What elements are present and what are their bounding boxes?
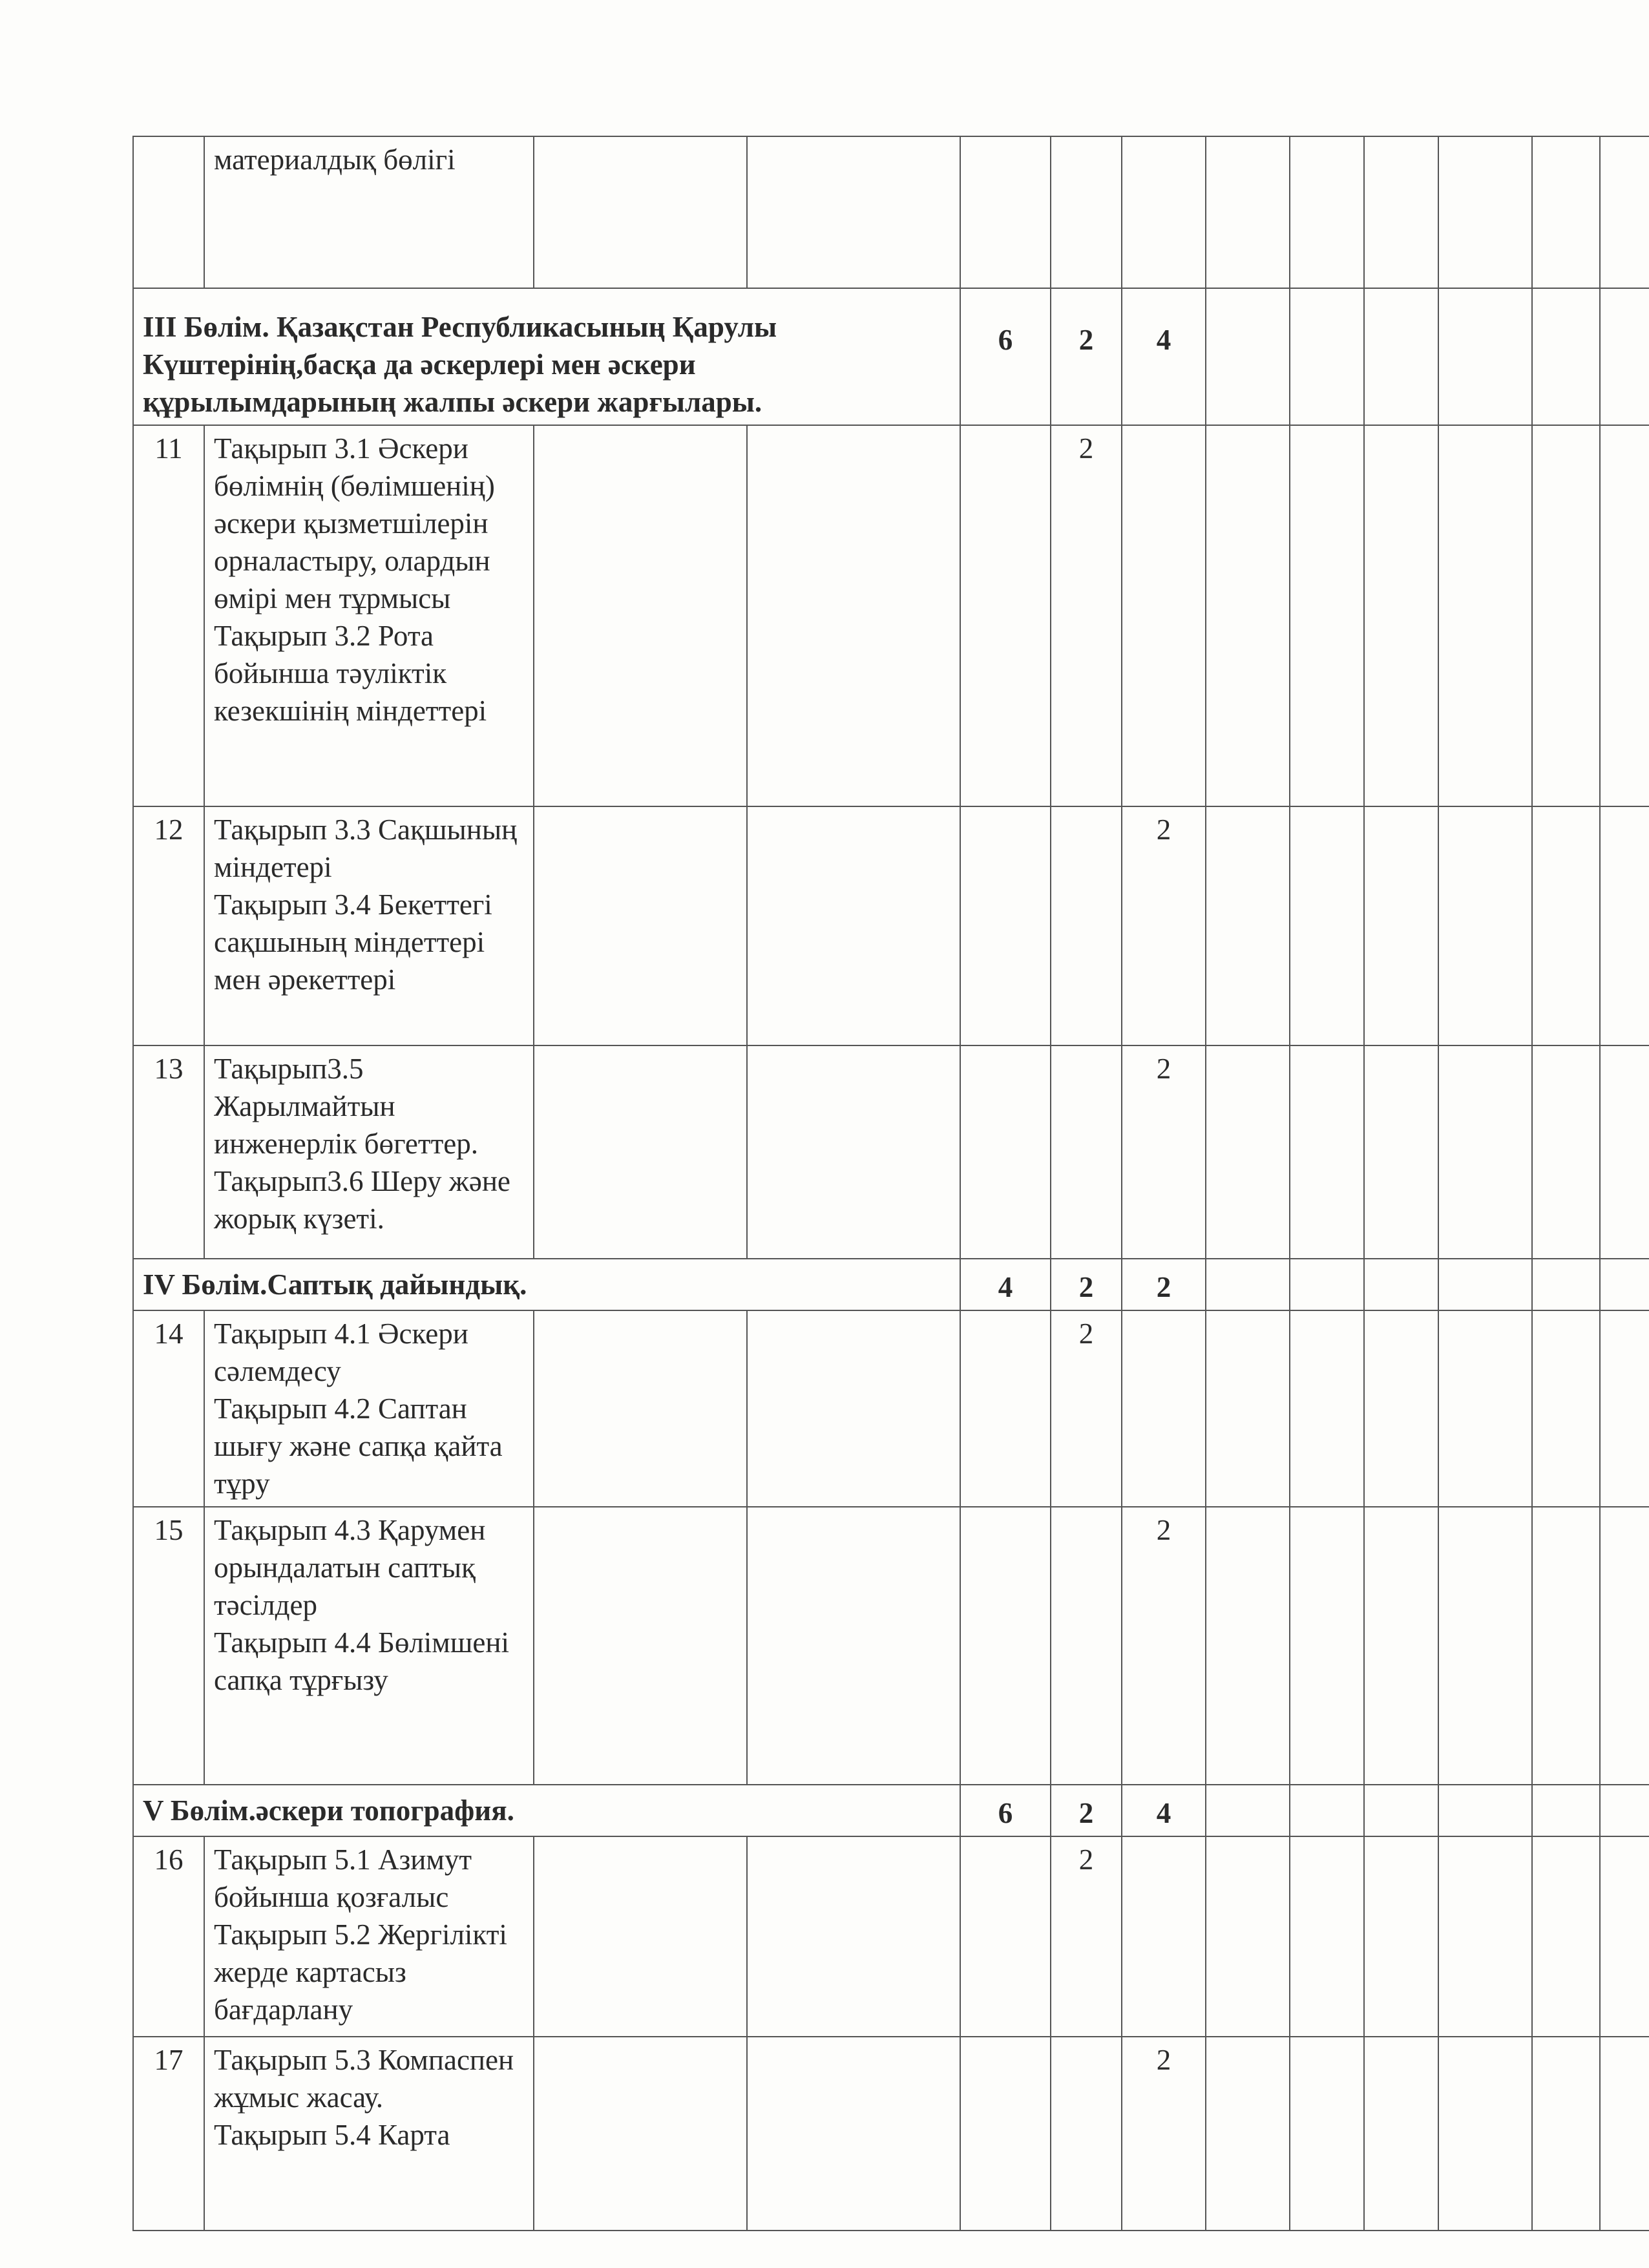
section-total-hours: 6 [960,288,1051,425]
practice-hours: 2 [1122,2037,1206,2231]
practice-hours [1122,1836,1206,2037]
lesson-topic: Тақырып 5.1 Азимут бойынша қозғалыс Тақырып 5.2 Жергілікті жерде картасыз бағдарлану [204,1836,534,2037]
practice-hours [1122,1310,1206,1507]
lesson-topic: Тақырып3.5 Жарылмайтын инженерлік бөгеттер. Тақырып3.6 Шеру және жорық күзеті. [204,1045,534,1259]
curriculum-table [132,136,1649,2231]
table-row [133,425,1649,806]
lesson-topic: Тақырып 3.1 Әскери бөлімнің (бөлімшенің) әскери қызметшілерін орналастыру, олардын өмірі мен тұрмысы Тақырып 3.2 Рота бойынша тәуліктік кезекшінің міндеттері [204,425,534,806]
section-theory-hours: 2 [1051,1785,1122,1836]
table-row [133,1310,1649,1507]
table-row [133,136,1649,288]
table-row [133,1045,1649,1259]
lesson-topic: Тақырып 4.1 Әскери сәлемдесу Тақырып 4.2 Саптан шығу және сапқа қайта тұру [204,1310,534,1507]
theory-hours: 2 [1051,1836,1122,2037]
section-title: ІІІ Бөлім. Қазақстан Республикасының Қарулы Күштерінің,басқа да әскерлері мен әскери құрылымдарының жалпы әскери жарғылары. [133,288,960,425]
section-row [133,1785,1649,1836]
theory-hours [1051,2037,1122,2231]
lesson-number: 16 [133,1836,204,2037]
section-practice-hours: 4 [1122,288,1206,425]
topic-cell: материалдық бөлігі [204,136,534,288]
section-title: V Бөлім.әскери топография. [133,1785,960,1836]
section-row [133,1259,1649,1310]
theory-hours [1051,806,1122,1045]
section-practice-hours: 2 [1122,1259,1206,1310]
table-row [133,806,1649,1045]
section-theory-hours: 2 [1051,1259,1122,1310]
section-practice-hours: 4 [1122,1785,1206,1836]
lesson-number: 13 [133,1045,204,1259]
practice-hours: 2 [1122,806,1206,1045]
lesson-number: 15 [133,1507,204,1785]
practice-hours: 2 [1122,1045,1206,1259]
lesson-number: 11 [133,425,204,806]
table-row [133,1507,1649,1785]
lesson-topic: Тақырып 5.3 Компаспен жұмыс жасау. Тақырып 5.4 Карта [204,2037,534,2231]
lesson-topic: Тақырып 4.3 Қарумен орындалатын саптық тәсілдер Тақырып 4.4 Бөлімшені сапқа тұрғызу [204,1507,534,1785]
lesson-number: 12 [133,806,204,1045]
lesson-number: 14 [133,1310,204,1507]
lesson-topic: Тақырып 3.3 Сақшының міндетері Тақырып 3.4 Бекеттегі сақшының міндеттері мен әрекеттері [204,806,534,1045]
theory-hours: 2 [1051,425,1122,806]
table-row [133,1836,1649,2037]
practice-hours [1122,425,1206,806]
section-theory-hours: 2 [1051,288,1122,425]
num-cell [133,136,204,288]
section-total-hours: 4 [960,1259,1051,1310]
section-total-hours: 6 [960,1785,1051,1836]
theory-hours [1051,1045,1122,1259]
lesson-number: 17 [133,2037,204,2231]
theory-hours [1051,1507,1122,1785]
section-row [133,288,1649,425]
section-title: IV Бөлім.Саптық дайындық. [133,1259,960,1310]
theory-hours: 2 [1051,1310,1122,1507]
practice-hours: 2 [1122,1507,1206,1785]
table-row [133,2037,1649,2231]
